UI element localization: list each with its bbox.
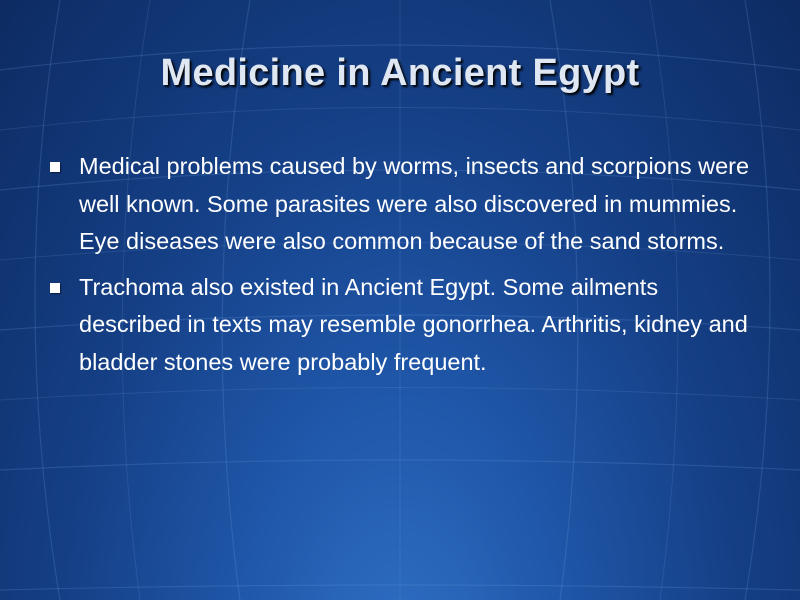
slide-title: Medicine in Ancient Egypt [160, 52, 640, 94]
bullet-text: Trachoma also existed in Ancient Egypt. Some ailments described in texts may resemble gonorrhea. Arthritis, kidney and bladder stones were probably frequent. [79, 273, 748, 375]
square-bullet-icon [50, 283, 60, 293]
bullet-list [46, 148, 766, 389]
bullet-item [46, 269, 766, 382]
bullet-item [46, 148, 766, 261]
square-bullet-icon [50, 162, 60, 172]
bullet-text: Medical problems caused by worms, insects and scorpions were well known. Some parasites were also discovered in mummies. Eye diseases were also common because of the sand storms. [79, 153, 750, 254]
